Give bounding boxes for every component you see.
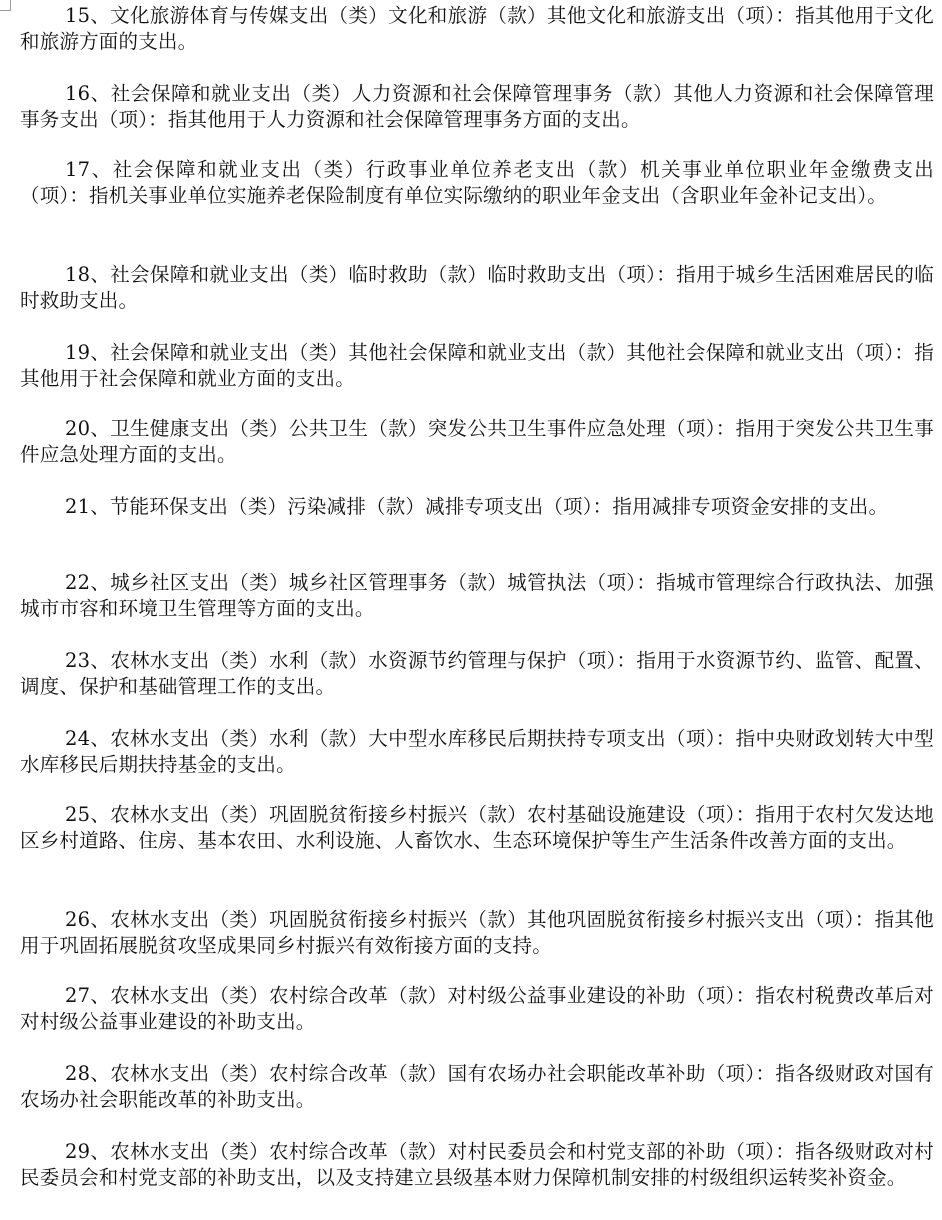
paragraph-29: 29、农林水支出（类）农村综合改革（款）对村民委员会和村党支部的补助（项）：指各级财政对村民委员会和村党支部的补助支出，以及支持建立县级基本财力保障机制安排的村级组织运转奖补资金。	[20, 1140, 934, 1189]
paragraph-20: 20、卫生健康支出（类）公共卫生（款）突发公共卫生事件应急处理（项）：指用于突发公共卫生事件应急处理方面的支出。	[20, 417, 934, 466]
paragraph-26: 26、农林水支出（类）巩固脱贫衔接乡村振兴（款）其他巩固脱贫衔接乡村振兴支出（项）：指其他用于巩固拓展脱贫攻坚成果同乡村振兴有效衔接方面的支持。	[20, 908, 934, 957]
paragraph-27: 27、农林水支出（类）农村综合改革（款）对村级公益事业建设的补助（项）：指农村税费改革后对对村级公益事业建设的补助支出。	[20, 984, 934, 1033]
paragraph-18: 18、社会保障和就业支出（类）临时救助（款）临时救助支出（项）：指用于城乡生活困难居民的临时救助支出。	[20, 263, 934, 312]
paragraph-19: 19、社会保障和就业支出（类）其他社会保障和就业支出（款）其他社会保障和就业支出（项）：指其他用于社会保障和就业方面的支出。	[20, 341, 934, 390]
paragraph-22: 22、城乡社区支出（类）城乡社区管理事务（款）城管执法（项）：指城市管理综合行政执法、加强城市市容和环境卫生管理等方面的支出。	[20, 571, 934, 620]
paragraph-17: 17、社会保障和就业支出（类）行政事业单位养老支出（款）机关事业单位职业年金缴费支出（项）：指机关事业单位实施养老保险制度有单位实际缴纳的职业年金支出（含职业年金补记支出）。	[20, 158, 934, 207]
paragraph-21: 21、节能环保支出（类）污染减排（款）减排专项支出（项）：指用减排专项资金安排的支出。	[65, 495, 889, 518]
paragraph-15: 15、文化旅游体育与传媒支出（类）文化和旅游（款）其他文化和旅游支出（项）：指其他用于文化和旅游方面的支出。	[20, 4, 934, 53]
paragraph-23: 23、农林水支出（类）水利（款）水资源节约管理与保护（项）：指用于水资源节约、监管、配置、调度、保护和基础管理工作的支出。	[20, 649, 934, 698]
paragraph-28: 28、农林水支出（类）农村综合改革（款）国有农场办社会职能改革补助（项）：指各级财政对国有农场办社会职能改革的补助支出。	[20, 1062, 934, 1111]
paragraph-16: 16、社会保障和就业支出（类）人力资源和社会保障管理事务（款）其他人力资源和社会保障管理事务支出（项）：指其他用于人力资源和社会保障管理事务方面的支出。	[20, 82, 934, 131]
page-corner-mark	[0, 0, 11, 11]
paragraph-24: 24、农林水支出（类）水利（款）大中型水库移民后期扶持专项支出（项）：指中央财政划转大中型水库移民后期扶持基金的支出。	[20, 727, 934, 776]
paragraph-25: 25、农林水支出（类）巩固脱贫衔接乡村振兴（款）农村基础设施建设（项）：指用于农村欠发达地区乡村道路、住房、基本农田、水利设施、人畜饮水、生态环境保护等生产生活条件改善方面的支出。	[20, 803, 934, 852]
